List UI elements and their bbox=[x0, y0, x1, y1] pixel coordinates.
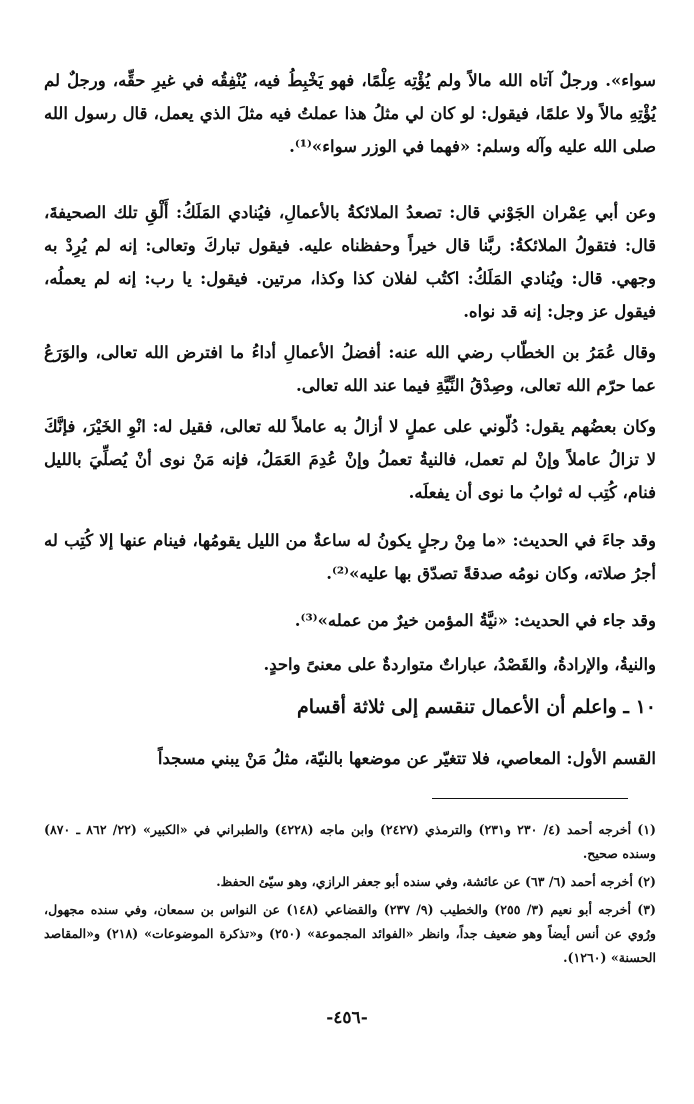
paragraph-1: سواء». ورجلٌ آتاه الله مالاً ولم يُؤْتِه عِلْمًا، فهو يَخْبِطُ فيه، يُنْفِقُه في غيرِ حقِّه، ورجلٌ لم يُؤْتِهِ مالاً ولا علمًا، فيقول: لو كان لي مثلُ هذا عملتُ فيه مثلَ الذي يعمل، قال رسول الله صلى الله عليه وآله وسلم: «فهما في الوزر سواء»⁽¹⁾. bbox=[44, 71, 656, 156]
footnote-separator bbox=[432, 798, 628, 799]
paragraph-2: وعن أبي عِمْران الجَوْني قال: تصعدُ الملائكةُ بالأعمالِ، فيُنادي المَلَكُ: أَلْقِ تلك الصحيفةَ، قال: فتقولُ الملائكةُ: ربَّنا قال خيراً وحفظناه عليه. فيقول تباركَ وتعالى: إنه لم يُرِدْ به وجهي. قال: ويُنادي المَلَكُ: اكتُب لفلان كذا وكذا، مرتين. فيقول: يا رب: إنه لم يعملُه، فيقول عز وجل: إنه قد نواه. bbox=[44, 203, 656, 321]
footnote-3: (٣) أخرجه أبو نعيم (٣/ ٢٥٥) والخطيب (٩/ ٢٣٧) والقضاعي (١٤٨) عن النواس بن سمعان، وفي سنده مجهول، ورُوي عن أنس أيضاً وهو ضعيف جداً، وانظر «الفوائد المجموعة» (٢٥٠) و«تذكرة الموضوعات» (٢١٨) و«المقاصد الحسنة» (١٢٦٠). bbox=[44, 902, 656, 965]
footnote-1: (١) أخرجه أحمد (٤/ ٢٣٠ و٢٣١) والترمذي (٢٤٢٧) وابن ماجه (٤٢٢٨) والطبراني في «الكبير» (٢٢/ ٨٦٢ ـ ٨٧٠) وسنده صحيح. bbox=[44, 822, 656, 861]
paragraph-7: والنيةُ، والإرادةُ، والقَصْدُ، عباراتٌ متواردةٌ على معنىً واحدٍ. bbox=[263, 655, 656, 674]
footnote-2: (٢) أخرجه أحمد (٦/ ٦٣) عن عائشة، وفي سنده أبو جعفر الرازي، وهو سيّئ الحفظ. bbox=[216, 874, 656, 889]
paragraph-4: وكان بعضُهم يقول: دُلّوني على عملٍ لا أزالُ به عاملاً لله تعالى، فقيل له: انْوِ الخَيْرَ، فإنَّكَ لا تزالُ عاملاً وإنْ لم تعمل، فالنيةُ تعملُ وإنْ عُدِمَ العَمَلُ، فإنه مَنْ نوى أنْ يُصلِّيَ بالليل فنام، كُتِب له ثوابُ ما نوى أن يفعلَه. bbox=[44, 417, 656, 502]
paragraph-last: القسم الأول: المعاصي، فلا تتغيّر عن موضعها بالنيّة، مثلُ مَنْ يبني مسجداً bbox=[157, 749, 656, 768]
page-number: -٤٥٦- bbox=[326, 1008, 368, 1028]
paragraph-3: وقال عُمَرُ بن الخطّاب رضي الله عنه: أفضلُ الأعمالِ أداءُ ما افترض الله تعالى، والوَرَعُ عما حرّم الله تعالى، وصِدْقُ النِّيَّةِ فيما عند الله تعالى. bbox=[44, 343, 656, 395]
paragraph-6: وقد جاء في الحديث: «نيَّةُ المؤمن خيرٌ من عمله»⁽³⁾. bbox=[294, 611, 656, 630]
paragraph-5: وقد جاءَ في الحديث: «ما مِنْ رجلٍ يكونُ له ساعةٌ من الليل يقومُها، فينام عنها إلا كُتِب له أجرُ صلاته، وكان نومُه صدقةً تصدّق بها عليه»⁽²⁾. bbox=[44, 531, 656, 583]
section-heading: ١٠ ـ واعلم أن الأعمال تنقسم إلى ثلاثة أقسام bbox=[297, 696, 656, 718]
